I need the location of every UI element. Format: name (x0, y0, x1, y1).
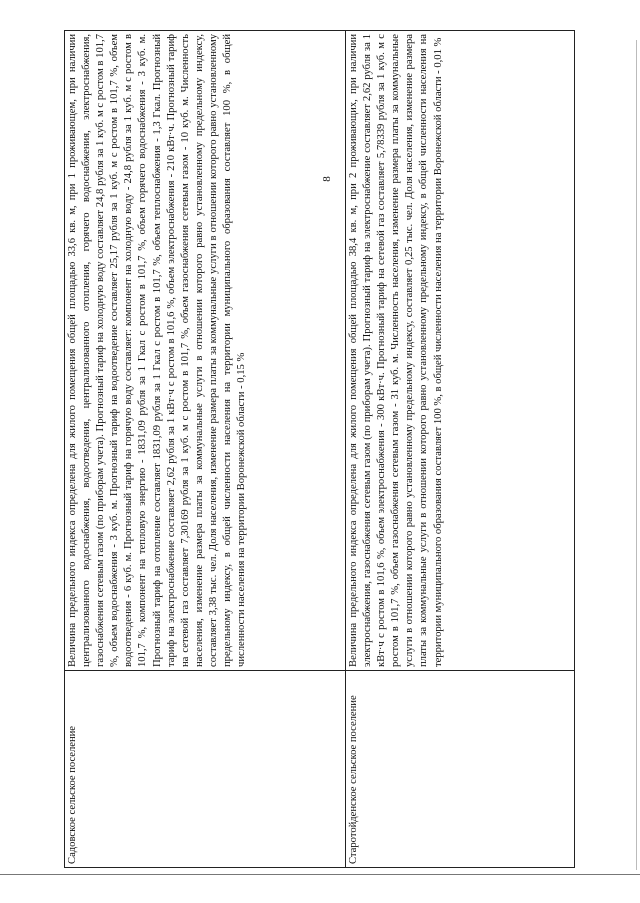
rotated-table-container (64, 30, 574, 868)
page-number: 8 (321, 176, 333, 182)
table-row (65, 31, 346, 868)
settlement-description-cell: Величина предельного индекса определена для жилого помещения общей площадью 38,4 кв. м, при 2 проживающих, при наличии электроснабжения, газоснабжения сетевым газом (по приборам учета). Прогнозный тариф на электроснабжение составляет 2,62 рубля за 1 кВт·ч с ростом в 101,6 %, объем электроснабжения - 300 кВт·ч. Прогнозный тариф на сетевой газ составляет 5,78339 рубля за 1 куб. м с ростом в 101,7 %, объем газоснабжения сетевым газом - 31 куб. м. Численность населения, изменение размера платы за коммунальные услуги в отношении которого равно установленному предельному индексу, составляет 0,25 тыс. чел. Доля населения, изменение размера платы за коммунальные услуги в отношении которого равно установленному предельному индексу, в общей численности населения на территории муниципального образования составляет 100 %, в общей численности населения на территории Воронежской области - 0,01 % (346, 31, 575, 671)
settlement-description-cell: Величина предельного индекса определена для жилого помещения общей площадью 33,6 кв. м, при 1 проживающем, при наличии централизованного водоснабжения, водоотведения, централизованного отопления, горячего водоснабжения, электроснабжения, газоснабжения сетевым газом (по приборам учета). Прогнозный тариф на холодную воду составляет 24,8 рубля за 1 куб. м с ростом в 101,7 %, объем водоснабжения - 3 куб. м. Прогнозный тариф на водоотведение составляет 25,17 рубля за 1 куб. м с ростом в 101,7 %, объем водоотведения - 6 куб. м. Прогнозный тариф на горячую воду составляет: компонент на холодную воду - 24,8 рубля за 1 куб. м с ростом в 101,7 %, компонент на тепловую энергию - 1831,09 рубля за 1 Гкал с ростом в 101,7 %, объем горячего водоснабжения - 3 куб. м. Прогнозный тариф на отопление составляет 1831,09 рубля за 1 Гкал с ростом в 101,7 %, объем теплоснабжения - 1,3 Гкал. Прогнозный тариф на электроснабжение составляет 2,62 рубля за 1 кВт·ч с ростом в 101,6 %, объем электроснабжения - 210 кВт·ч. Прогнозный тариф на сетевой газ составляет 7,30169 рубля за 1 куб. м с ростом в 101,7 %, объем газоснабжения сетевым газом - 10 куб. м. Численность населения, изменение размера платы за коммунальные услуги в отношении которого равно установленному предельному индексу, составляет 3,38 тыс. чел. Доля населения, изменение размера платы за коммунальные услуги в отношении которого равно установленному предельному индексу, в общей численности населения на территории муниципального образования составляет 100 %, в общей численности населения на территории Воронежской области - 0,15 % (65, 31, 346, 671)
settlement-name-cell: Старотойденское сельское поселение (346, 671, 575, 868)
scan-bottom-rule (0, 874, 640, 875)
settlement-name-cell: Садовское сельское поселение (65, 671, 346, 868)
tariff-index-table (64, 30, 575, 868)
table-row (346, 31, 575, 868)
scan-edge-line (636, 40, 637, 870)
